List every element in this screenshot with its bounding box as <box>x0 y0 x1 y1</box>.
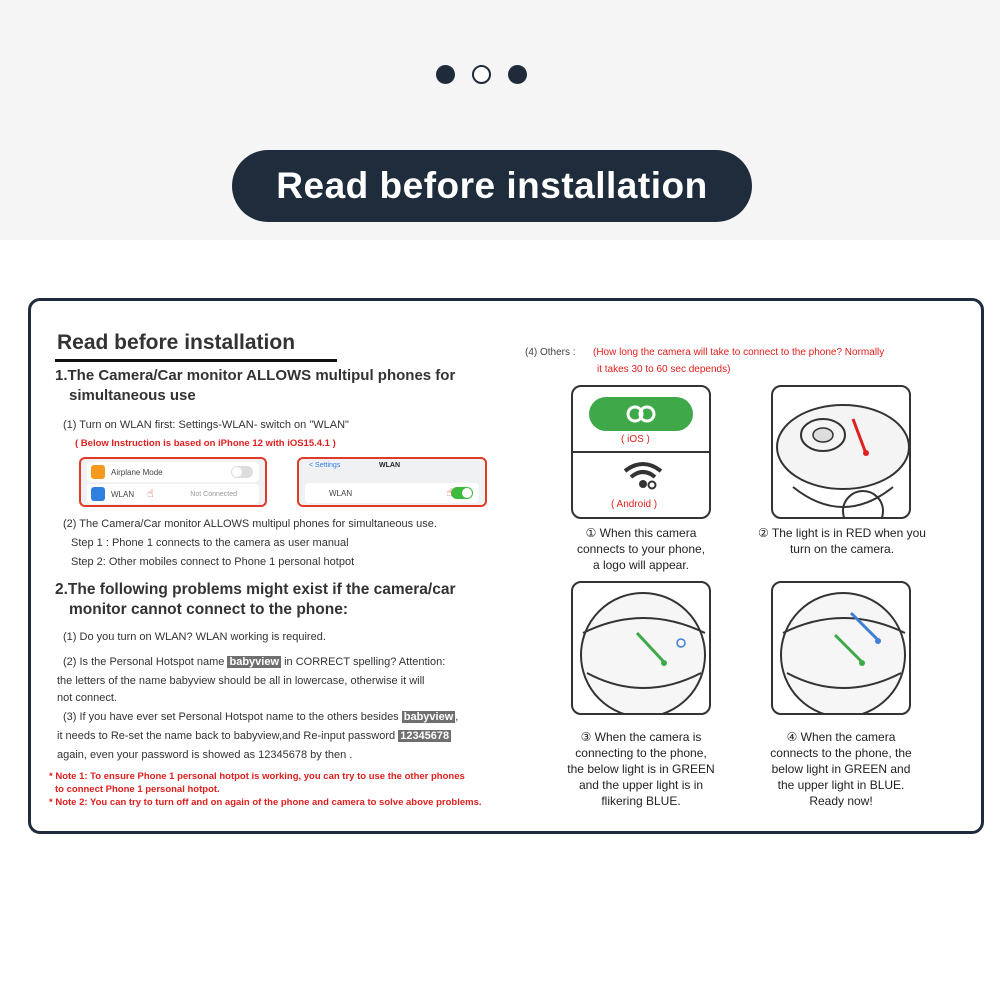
panel-app-logo <box>571 385 711 519</box>
wlan-switch-row <box>305 483 479 503</box>
carousel-dot-3[interactable] <box>508 65 527 84</box>
section2-heading-line2: monitor cannot connect to the phone: <box>69 601 348 618</box>
caption-2-line2: turn on the camera. <box>789 542 895 556</box>
carousel-dot-2-active[interactable] <box>472 65 491 84</box>
wlan-status: Not Connected <box>190 490 237 498</box>
carousel-dot-1[interactable] <box>436 65 455 84</box>
section2-q3-line1 <box>63 711 458 723</box>
others-hint-line1: (How long the camera will take to connect to the phone? Normally <box>593 347 885 358</box>
section1-step2: (2) The Camera/Car monitor ALLOWS multipul phones for simultaneous use. <box>63 518 437 530</box>
top-background <box>0 0 1000 240</box>
caption-3-line5: flikering BLUE. <box>601 794 681 808</box>
banner-title: Read before installation <box>232 150 752 222</box>
q3-line2-pre: it needs to Re-set the name back to babyview,and Re-input password <box>57 730 396 742</box>
section2-q2-line1 <box>63 656 445 668</box>
wlan-row <box>87 484 259 504</box>
section1-step1-note: ( Below Instruction is based on iPhone 12 with iOS15.4.1 ) <box>75 438 336 449</box>
airplane-mode-label: Airplane Mode <box>111 467 163 477</box>
section2-q2-line2: the letters of the name babyview should be all in lowercase, otherwise it will <box>57 675 425 687</box>
section1-step2-a: Step 1 : Phone 1 connects to the camera as user manual <box>71 537 349 549</box>
panel-divider <box>573 451 711 453</box>
q2-pre: (2) Is the Personal Hotspot name <box>63 656 225 668</box>
section2-q1: (1) Do you turn on WLAN? WLAN working is required. <box>63 631 326 643</box>
note1-line1: * Note 1: To ensure Phone 1 personal hotpot is working, you can try to use the other phones <box>49 771 465 782</box>
section1-step2-b: Step 2: Other mobiles connect to Phone 1 personal hotpot <box>71 556 355 568</box>
settings-screenshot-2 <box>297 457 487 507</box>
airplane-mode-toggle[interactable] <box>231 466 253 478</box>
section2-q2-line3: not connect. <box>57 692 117 704</box>
q3-pre: (3) If you have ever set Personal Hotspot name to the others besides <box>63 711 399 723</box>
wlan-label: WLAN <box>111 489 135 499</box>
note2: * Note 2: You can try to turn off and on again of the phone and camera to solve above problems. <box>49 797 482 808</box>
wifi-link-icon <box>621 459 665 491</box>
section2-q3-line3: again, even your password is showed as 12345678 by then . <box>57 749 353 761</box>
others-label: (4) Others : <box>525 347 576 358</box>
camera-red-light-illustration <box>773 387 911 519</box>
tap-hand-icon-2: ☝ <box>446 487 453 499</box>
caption-3-line1: ③ When the camera is <box>580 730 702 744</box>
settings-screenshot-1 <box>79 457 267 507</box>
caption-1-line3: a logo will appear. <box>592 558 690 572</box>
caption-2 <box>737 525 947 557</box>
section2-q3-line2 <box>57 730 451 742</box>
caption-3 <box>541 729 741 809</box>
camera-connecting-illustration <box>573 583 711 715</box>
app-logo-ios <box>589 397 693 431</box>
note1-line2: to connect Phone 1 personal hotpot. <box>55 784 220 795</box>
caption-4-line3: below light in GREEN and <box>771 762 911 776</box>
panel-ready <box>771 581 911 715</box>
caption-2-line1: ② The light is in RED when you <box>758 526 926 540</box>
tap-hand-icon: ☝ <box>147 488 154 500</box>
wlan-page-header: WLAN <box>379 462 400 469</box>
wlan-toggle[interactable] <box>451 487 473 499</box>
android-label: ( Android ) <box>611 499 658 510</box>
settings-back-link[interactable]: < Settings <box>309 462 341 469</box>
caption-4-line4: the upper light in BLUE. <box>777 778 905 792</box>
airplane-icon <box>91 465 105 479</box>
section1-heading-line2: simultaneous use <box>69 387 196 404</box>
instruction-card <box>28 298 984 834</box>
airplane-mode-row <box>87 462 259 482</box>
card-title: Read before installation <box>57 331 296 354</box>
wlan-switch-label: WLAN <box>329 488 353 498</box>
caption-3-line3: the below light is in GREEN <box>567 762 715 776</box>
ios-label: ( iOS ) <box>621 434 650 445</box>
caption-4-line2: connects to the phone, the <box>770 746 912 760</box>
others-hint-line2: it takes 30 to 60 sec depends) <box>597 364 731 375</box>
caption-4-line1: ④ When the camera <box>786 730 896 744</box>
caption-1 <box>551 525 731 573</box>
panel-red-light <box>771 385 911 519</box>
q3-highlight: babyview <box>403 711 454 723</box>
caption-3-line2: connecting to the phone, <box>575 746 707 760</box>
q3-post: , <box>455 711 459 723</box>
caption-1-line2: connects to your phone, <box>576 542 706 556</box>
caption-1-line1: ① When this camera <box>585 526 697 540</box>
q3-password-highlight: 12345678 <box>400 730 450 742</box>
section1-heading-line1: 1.The Camera/Car monitor ALLOWS multipul phones for <box>55 367 456 384</box>
carousel-dots <box>436 65 527 84</box>
q2-highlight: babyview <box>229 656 280 668</box>
section2-heading-line1: 2.The following problems might exist if the camera/car <box>55 581 456 598</box>
wifi-icon <box>91 487 105 501</box>
caption-4-line5: Ready now! <box>809 794 873 808</box>
section1-step1: (1) Turn on WLAN first: Settings-WLAN- switch on "WLAN" <box>63 419 349 431</box>
q2-post: in CORRECT spelling? Attention: <box>284 656 446 668</box>
camera-ready-illustration <box>773 583 911 715</box>
caption-4 <box>741 729 941 809</box>
caption-3-line4: and the upper light is in <box>578 778 704 792</box>
panel-connecting <box>571 581 711 715</box>
title-underline <box>55 359 337 362</box>
